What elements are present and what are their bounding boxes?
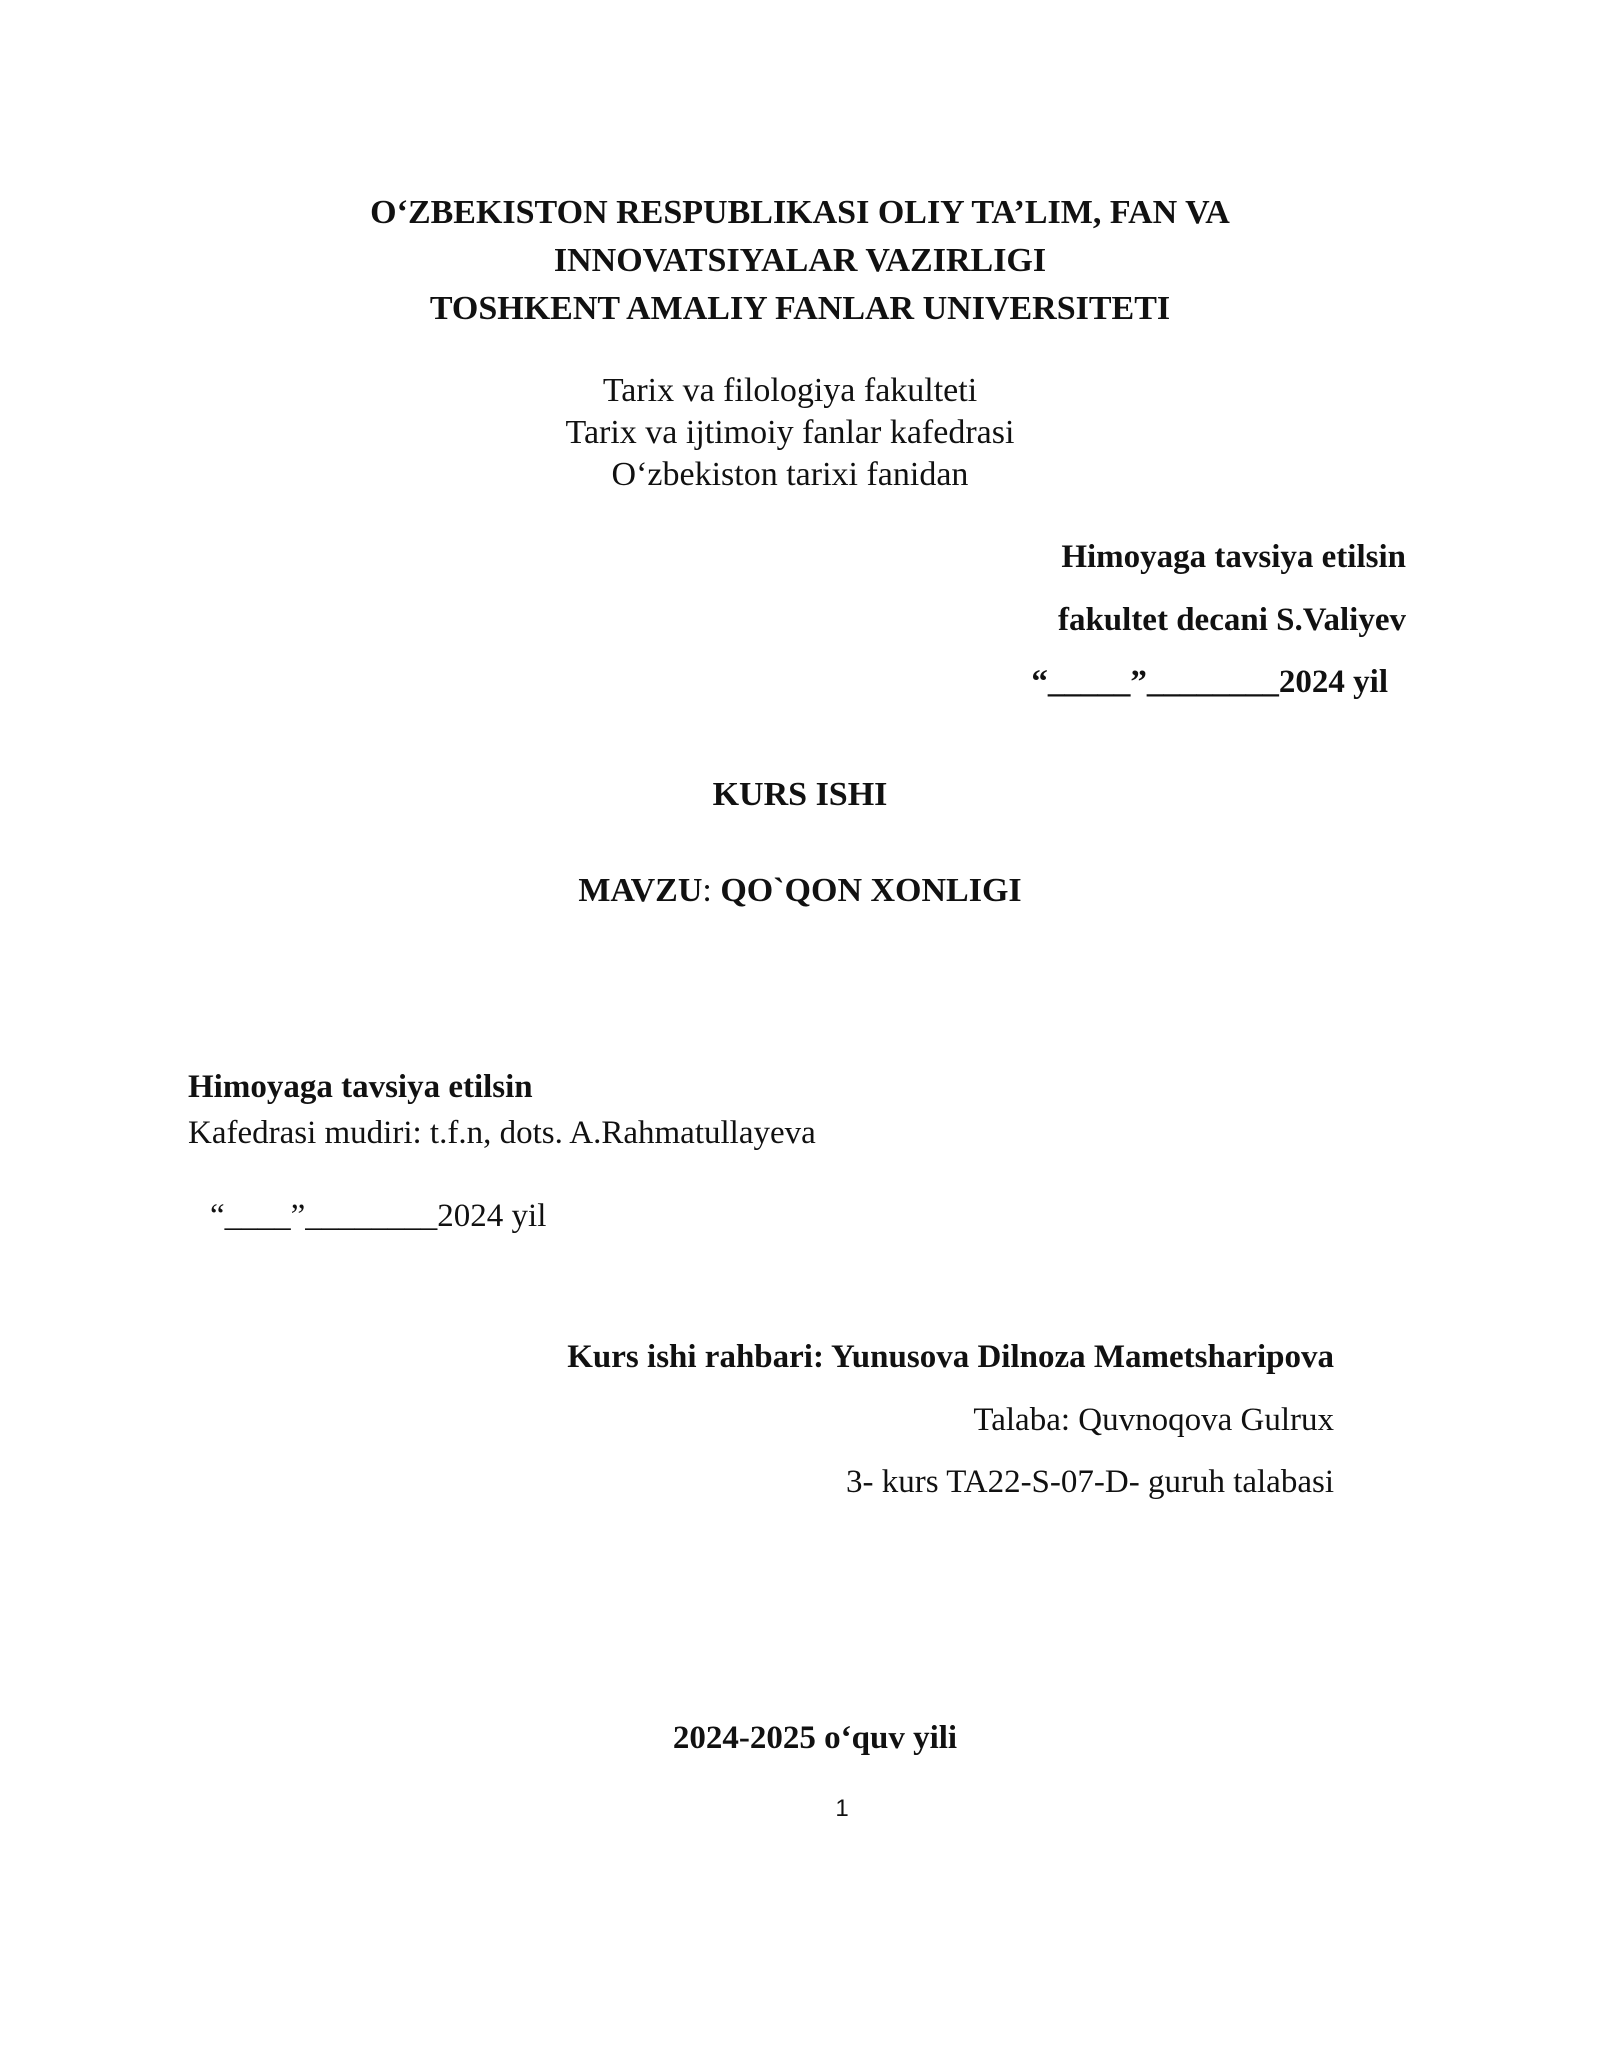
student-line: Talaba: Quvnoqova Gulrux: [973, 1402, 1334, 1438]
academic-year: 2024-2025 o‘quv yili: [672, 1720, 958, 1756]
ministry-title-line-1: O‘ZBEKISTON RESPUBLIKASI OLIY TA’LIM, FAN VA: [370, 194, 1230, 231]
work-type-title: KURS ISHI: [712, 776, 888, 813]
topic-line: [0, 874, 1600, 908]
topic-label: MAVZU: [578, 872, 703, 909]
subject-name: O‘zbekiston tarixi fanidan: [611, 456, 969, 493]
dean-approval-title: Himoyaga tavsiya etilsin: [1061, 539, 1406, 575]
department-name: Tarix va ijtimoiy fanlar kafedrasi: [565, 414, 1015, 451]
department-head: Kafedrasi mudiri: t.f.n, dots. A.Rahmatullayeva: [188, 1115, 816, 1151]
topic-value: QO`QON XONLIGI: [720, 872, 1022, 909]
supervisor-line: Kurs ishi rahbari: Yunusova Dilnoza Mametsharipova: [567, 1339, 1334, 1375]
dean-approval-name: fakultet decani S.Valiyev: [1057, 602, 1406, 638]
topic-separator: :: [702, 872, 712, 909]
faculty-name: Tarix va filologiya fakulteti: [602, 372, 978, 409]
department-approval-title: Himoyaga tavsiya etilsin: [188, 1069, 533, 1105]
department-approval-date: “____”________2024 yil: [210, 1198, 547, 1234]
dean-approval-date: “_____”________2024 yil: [1031, 664, 1388, 700]
ministry-title-line-2: INNOVATSIYALAR VAZIRLIGI: [553, 242, 1047, 279]
group-line: 3- kurs TA22-S-07-D- guruh talabasi: [846, 1464, 1334, 1500]
university-name: TOSHKENT AMALIY FANLAR UNIVERSITETI: [429, 290, 1171, 327]
page-number: 1: [835, 1795, 849, 1822]
